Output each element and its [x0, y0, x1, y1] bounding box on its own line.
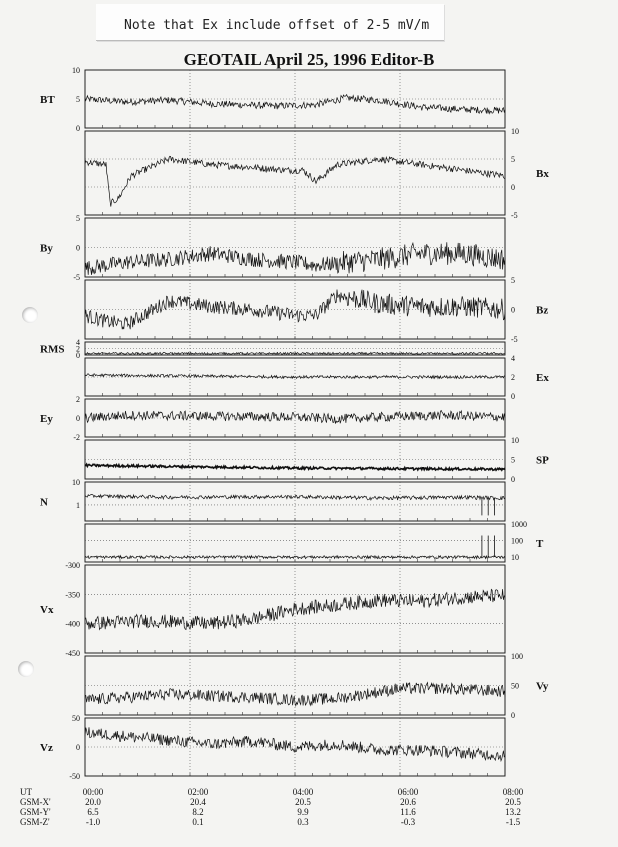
- ytick-vx-2: -400: [65, 619, 80, 629]
- panel-label-ex: Ex: [536, 372, 549, 384]
- footer-label-1: GSM-X': [20, 797, 51, 807]
- punch-hole-bottom: [18, 661, 34, 677]
- trace-bx: [85, 156, 505, 206]
- footer-label-0: UT: [20, 787, 32, 797]
- ytick-n-0: 10: [72, 478, 80, 487]
- footer-ut-0: 00:00: [82, 787, 104, 797]
- footer-ut-4: 08:00: [502, 787, 524, 797]
- ytick-vx-3: -450: [65, 649, 80, 658]
- footer-gsmy-3: 11.6: [400, 807, 416, 817]
- ytick-by-1: 0: [76, 243, 80, 253]
- ytick-bt-2: 0: [76, 124, 80, 133]
- footer-gsmx-4: 20.5: [505, 797, 521, 807]
- ytick-rms-2: 0: [76, 351, 80, 360]
- ytick-ex-2: 0: [511, 392, 515, 401]
- ytick-bx-2: 0: [511, 183, 515, 192]
- footer-gsmx-3: 20.6: [400, 797, 416, 807]
- panel-label-vx: Vx: [40, 604, 54, 616]
- ytick-vx-1: -350: [65, 590, 80, 600]
- ytick-bt-0: 10: [72, 66, 80, 75]
- punch-hole-top: [22, 307, 38, 323]
- ytick-sp-2: 0: [511, 475, 515, 484]
- footer-gsmz-4: -1.5: [505, 817, 521, 827]
- ytick-vz-1: 0: [76, 743, 80, 752]
- ytick-ey-0: 2: [76, 395, 80, 404]
- ytick-t-1: 100: [511, 536, 523, 546]
- panel-label-bt: BT: [40, 94, 55, 106]
- footer-gsmz-2: 0.3: [297, 817, 309, 827]
- ytick-bx-3: -5: [511, 211, 518, 220]
- trace-by: [85, 242, 505, 275]
- ytick-vy-0: 100: [511, 652, 523, 661]
- ytick-t-2: 10: [511, 553, 519, 563]
- ytick-vz-2: -50: [69, 772, 80, 781]
- trace-sp: [85, 464, 505, 470]
- panel-label-ey: Ey: [40, 413, 53, 425]
- ytick-bz-2: -5: [511, 335, 518, 344]
- trace-ey: [85, 411, 505, 424]
- ytick-ey-1: 0: [76, 414, 80, 423]
- ytick-vy-2: 0: [511, 711, 515, 720]
- ytick-bx-0: 10: [511, 127, 519, 136]
- footer-ut-3: 06:00: [397, 787, 419, 797]
- footer-gsmy-2: 9.9: [297, 807, 309, 817]
- footer-gsmx-2: 20.5: [295, 797, 311, 807]
- ytick-by-2: -5: [73, 273, 80, 282]
- ytick-rms-0: 4: [76, 338, 80, 347]
- panel-label-n: N: [40, 496, 48, 509]
- ytick-sp-1: 5: [511, 455, 515, 465]
- ytick-ex-1: 2: [511, 373, 515, 382]
- panel-label-by: By: [40, 242, 53, 255]
- ytick-by-0: 5: [76, 214, 80, 223]
- ytick-n-1: 1: [76, 500, 80, 510]
- footer-label-3: GSM-Z': [20, 817, 50, 827]
- ytick-vz-0: 50: [72, 714, 80, 723]
- footer-gsmy-0: 6.5: [87, 807, 99, 817]
- ytick-rms-1: 2: [76, 344, 80, 354]
- ytick-vy-1: 50: [511, 681, 519, 691]
- footer-gsmy-4: 13.2: [505, 807, 521, 817]
- panel-label-vy: Vy: [536, 680, 549, 693]
- panel-label-t: T: [536, 538, 544, 550]
- ytick-sp-0: 10: [511, 436, 519, 445]
- ytick-ex-0: 4: [511, 354, 515, 363]
- ytick-vx-0: -300: [65, 561, 80, 570]
- footer-gsmx-1: 20.4: [190, 797, 206, 807]
- footer-gsmz-0: -1.0: [85, 817, 101, 827]
- footer-gsmz-3: -0.3: [400, 817, 416, 827]
- footer-gsmx-0: 20.0: [85, 797, 101, 807]
- ytick-bt-1: 5: [76, 95, 80, 104]
- footer-ut-1: 02:00: [187, 787, 209, 797]
- ytick-t-0: 1000: [511, 520, 527, 529]
- chart-title: GEOTAIL April 25, 1996 Editor-B: [183, 50, 435, 69]
- ytick-ey-2: -2: [73, 433, 80, 442]
- panel-label-sp: SP: [536, 454, 549, 467]
- panel-label-bz: Bz: [536, 304, 549, 317]
- trace-n: [85, 494, 505, 500]
- panel-label-vz: Vz: [40, 742, 53, 754]
- ytick-bz-0: 5: [511, 276, 515, 285]
- footer-label-2: GSM-Y': [20, 807, 51, 817]
- ytick-bz-1: 0: [511, 305, 515, 315]
- trace-vz: [85, 727, 505, 760]
- footer-gsmz-1: 0.1: [192, 817, 204, 827]
- panel-label-bx: Bx: [536, 168, 549, 180]
- ytick-bx-1: 5: [511, 155, 515, 164]
- footer-gsmy-1: 8.2: [192, 807, 204, 817]
- panel-label-rms: RMS: [40, 343, 65, 356]
- footer-ut-2: 04:00: [292, 787, 314, 797]
- offset-note-text: Note that Ex include offset of 2-5 mV/m: [124, 18, 430, 33]
